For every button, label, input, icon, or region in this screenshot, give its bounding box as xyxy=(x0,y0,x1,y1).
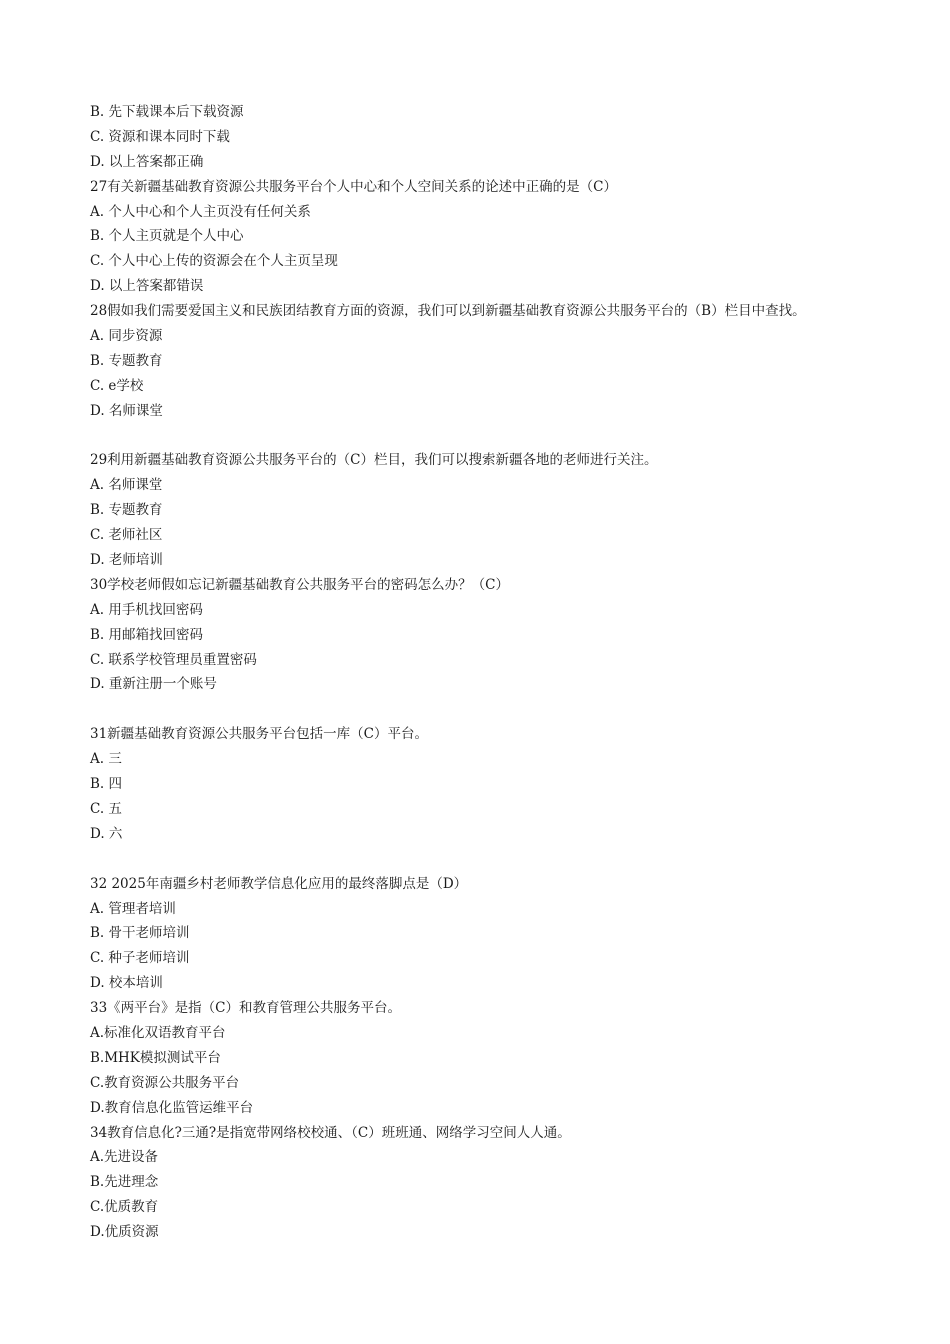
option-c: C. 联系学校管理员重置密码 xyxy=(90,651,257,668)
option-d: D. 老师培训 xyxy=(90,552,163,569)
blank-line xyxy=(90,697,890,722)
question-29: 29利用新疆基础教育资源公共服务平台的（C）栏目，我们可以搜索新疆各地的老师进行关注。 xyxy=(90,452,658,469)
option-a: A. 管理者培训 xyxy=(90,900,176,917)
question-34: 34教育信息化?三通?是指宽带网络校校通、（C）班班通、网络学习空间人人通。 xyxy=(90,1124,571,1141)
document-page xyxy=(90,100,890,1245)
option-a: A. 名师课堂 xyxy=(90,477,163,494)
option-a: A.标准化双语教育平台 xyxy=(90,1024,226,1041)
option-b: B. 专题教育 xyxy=(90,352,163,369)
option-d: D. 以上答案都错误 xyxy=(90,278,204,295)
option-d: D. 六 xyxy=(90,825,123,842)
blank-line xyxy=(90,847,890,872)
blank-line xyxy=(90,424,890,449)
question-33: 33《两平台》是指（C）和教育管理公共服务平台。 xyxy=(90,1000,402,1017)
option-d: D.教育信息化监管运维平台 xyxy=(90,1099,254,1116)
option-c: C.教育资源公共服务平台 xyxy=(90,1074,240,1091)
option-d: D.优质资源 xyxy=(90,1224,159,1241)
option-c: C. 五 xyxy=(90,800,122,817)
option-b: B. 先下载课本后下载资源 xyxy=(90,104,244,120)
option-a: A. 同步资源 xyxy=(90,328,163,345)
option-c: C.优质教育 xyxy=(90,1199,159,1216)
option-c: C. 老师社区 xyxy=(90,527,163,544)
question-27: 27有关新疆基础教育资源公共服务平台个人中心和个人空间关系的论述中正确的是（C） xyxy=(90,178,618,195)
option-b: B. 用邮箱找回密码 xyxy=(90,626,204,643)
option-c: C. 资源和课本同时下载 xyxy=(90,128,230,145)
question-32: 32 2025年南疆乡村老师教学信息化应用的最终落脚点是（D） xyxy=(90,875,468,892)
option-b: B. 骨干老师培训 xyxy=(90,925,190,942)
option-a: A. 用手机找回密码 xyxy=(90,601,203,618)
option-a: A. 个人中心和个人主页没有任何关系 xyxy=(90,203,311,220)
option-d: D. 校本培训 xyxy=(90,975,163,992)
option-d: D. 以上答案都正确 xyxy=(90,153,204,170)
question-30: 30学校老师假如忘记新疆基础教育公共服务平台的密码怎么办？（C） xyxy=(90,576,510,593)
option-b: B.MHK模拟测试平台 xyxy=(90,1049,221,1066)
option-b: B. 四 xyxy=(90,776,123,793)
option-d: D. 重新注册一个账号 xyxy=(90,676,217,693)
question-31: 31新疆基础教育资源公共服务平台包括一库（C）平台。 xyxy=(90,726,429,743)
option-a: A.先进设备 xyxy=(90,1149,159,1166)
option-a: A. 三 xyxy=(90,751,122,768)
option-b: B. 个人主页就是个人中心 xyxy=(90,228,244,245)
question-28: 28假如我们需要爱国主义和民族团结教育方面的资源，我们可以到新疆基础教育资源公共服务平台的（B）栏目中查找。 xyxy=(90,303,806,320)
option-b: B. 专题教育 xyxy=(90,502,163,519)
option-b: B.先进理念 xyxy=(90,1174,159,1191)
option-c: C. e学校 xyxy=(90,377,144,394)
option-c: C. 个人中心上传的资源会在个人主页呈现 xyxy=(90,253,338,270)
option-d: D. 名师课堂 xyxy=(90,402,163,419)
option-c: C. 种子老师培训 xyxy=(90,950,190,967)
